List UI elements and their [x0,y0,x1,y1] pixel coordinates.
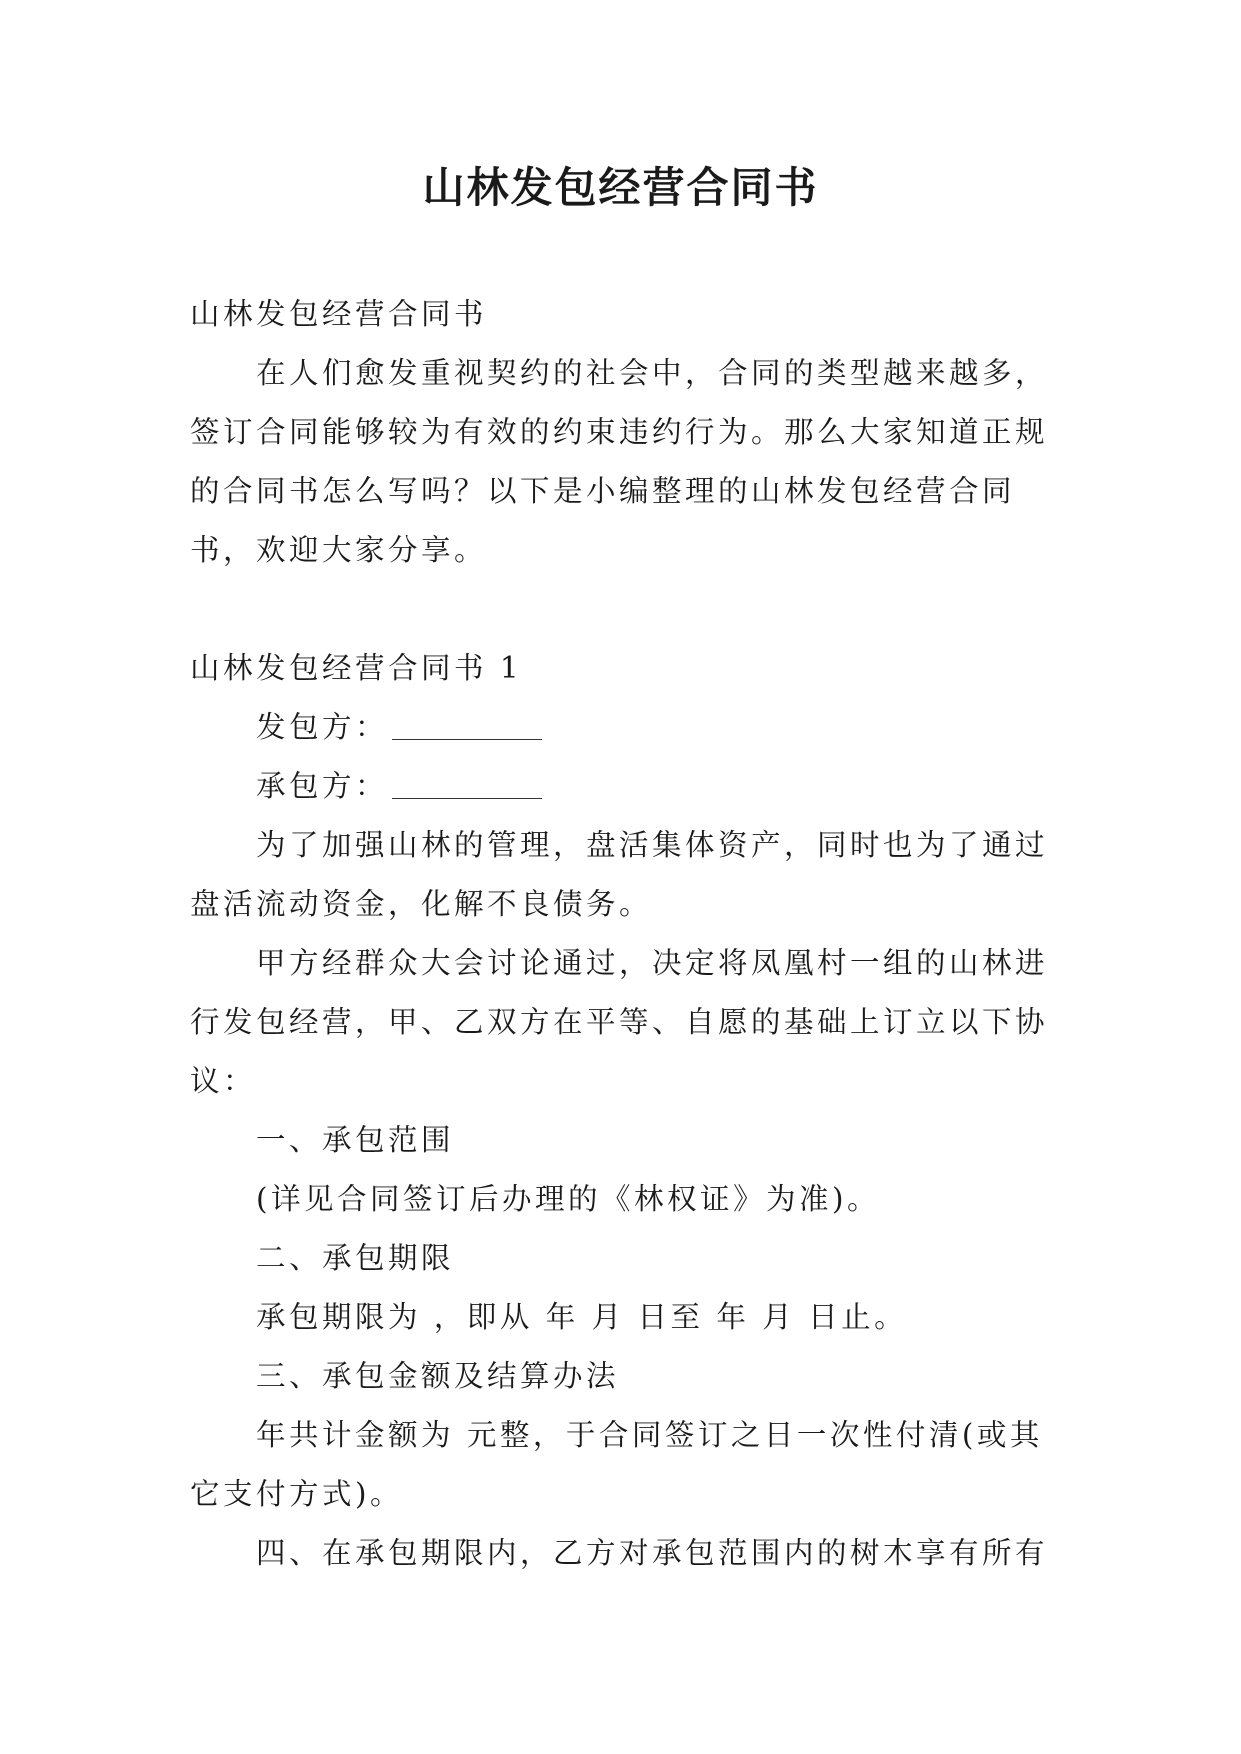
document-title: 山林发包经营合同书 [422,163,819,212]
clause-body-term: 承包期限为 ，即从 年 月 日至 年 月 日止。 [256,1300,908,1334]
party-b-line [190,757,1070,816]
party-b-label: 承包方： [256,769,389,803]
section-heading: 山林发包经营合同书 1 [190,651,523,685]
subtitle: 山林发包经营合同书 [190,297,488,331]
paragraph-gap [190,580,1070,639]
document-body [190,285,1070,1583]
party-a-line [190,698,1070,757]
clause-heading-amount: 三、承包金额及结算办法 [256,1359,620,1393]
clause-body-amount: 年共计金额为 元整，于合同签订之日一次性付清(或其它支付方式)。 [190,1418,1043,1511]
clause-heading-scope: 一、承包范围 [256,1123,455,1157]
party-b-blank[interactable] [392,778,542,799]
party-a-blank[interactable] [392,719,542,740]
clause-body-scope: (详见合同签订后办理的《林权证》为准)。 [256,1182,881,1216]
purpose-paragraph: 为了加强山林的管理，盘活集体资产，同时也为了通过盘活流动资金，化解不良债务。 [190,828,1049,921]
party-a-label: 发包方： [256,710,389,744]
clause-ownership: 四、在承包期限内，乙方对承包范围内的树木享有所有 [256,1536,1049,1570]
clause-heading-term: 二、承包期限 [256,1241,455,1275]
intro-paragraph: 在人们愈发重视契约的社会中，合同的类型越来越多，签订合同能够较为有效的约束违约行为。那么大家知道正规的合同书怎么写吗？以下是小编整理的山林发包经营合同书，欢迎大家分享。 [190,356,1049,567]
decision-paragraph: 甲方经群众大会讨论通过，决定将凤凰村一组的山林进行发包经营，甲、乙双方在平等、自愿的基础上订立以下协议： [190,946,1049,1098]
